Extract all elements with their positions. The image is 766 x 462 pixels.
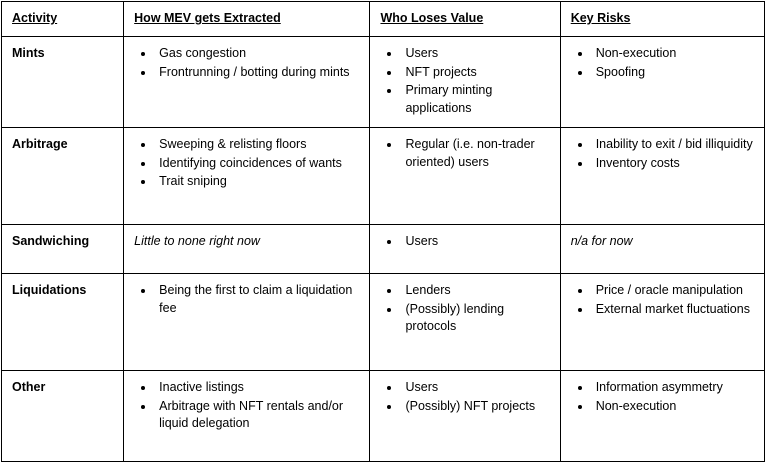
list-item: • Arbitrage with NFT rentals and/or liquid delegation (155, 398, 360, 434)
table-row (2, 273, 765, 370)
activity-label: Other (2, 370, 124, 461)
column-header-extraction-label: How MEV gets Extracted (134, 11, 281, 25)
list-item: • Lenders (401, 282, 550, 300)
bullet-list (134, 282, 360, 318)
table-header-row (2, 2, 765, 37)
list-item: • Being the first to claim a liquidation fee (155, 282, 360, 318)
mev-activity-table (1, 1, 765, 462)
risks-cell (560, 273, 764, 370)
column-header-losers (370, 2, 560, 37)
bullet-list (380, 379, 550, 416)
table-row (2, 370, 765, 461)
bullet-list (380, 282, 550, 336)
column-header-losers-label: Who Loses Value (380, 11, 484, 25)
list-item: • (Possibly) lending protocols (401, 301, 550, 337)
activity-label: Mints (2, 36, 124, 127)
table-row (2, 36, 765, 127)
bullet-list (380, 45, 550, 118)
table-row (2, 127, 765, 224)
extraction-cell (124, 127, 370, 224)
column-header-risks-label: Key Risks (570, 11, 631, 25)
bullet-list (380, 136, 550, 172)
bullet-list (571, 282, 755, 319)
losers-cell (370, 273, 560, 370)
column-header-risks (560, 2, 764, 37)
column-header-extraction (124, 2, 370, 37)
activity-label: Arbitrage (2, 127, 124, 224)
risks-cell (560, 36, 764, 127)
risks-cell (560, 224, 764, 273)
list-item: • Price / oracle manipulation (592, 282, 755, 300)
losers-cell (370, 127, 560, 224)
list-item: • Frontrunning / botting during mints (155, 64, 360, 82)
column-header-activity (2, 2, 124, 37)
table-row (2, 224, 765, 273)
losers-cell (370, 36, 560, 127)
list-item: • Information asymmetry (592, 379, 755, 397)
risks-cell (560, 127, 764, 224)
risks-cell (560, 370, 764, 461)
extraction-cell (124, 370, 370, 461)
list-item: • Users (401, 379, 550, 397)
column-header-activity-label: Activity (12, 11, 58, 25)
extraction-cell (124, 273, 370, 370)
bullet-list (134, 45, 360, 82)
list-item: • Sweeping & relisting floors (155, 136, 360, 154)
bullet-list (571, 45, 755, 82)
list-item: • Inventory costs (592, 155, 755, 173)
list-item: • Non-execution (592, 45, 755, 63)
bullet-list (571, 136, 755, 173)
list-item: • Gas congestion (155, 45, 360, 63)
list-item: • Spoofing (592, 64, 755, 82)
list-item: • Non-execution (592, 398, 755, 416)
list-item: • (Possibly) NFT projects (401, 398, 550, 416)
losers-cell (370, 370, 560, 461)
extraction-cell (124, 224, 370, 273)
list-item: • External market fluctuations (592, 301, 755, 319)
mev-table-container (0, 1, 766, 431)
losers-cell (370, 224, 560, 273)
extraction-cell (124, 36, 370, 127)
activity-label: Liquidations (2, 273, 124, 370)
bullet-list (134, 379, 360, 433)
risks-note: n/a for now (570, 233, 633, 248)
extraction-note: Little to none right now (134, 233, 260, 248)
activity-label: Sandwiching (2, 224, 124, 273)
bullet-list (571, 379, 755, 416)
list-item: • NFT projects (401, 64, 550, 82)
bullet-list (380, 233, 550, 251)
list-item: • Identifying coincidences of wants (155, 155, 360, 173)
list-item: • Users (401, 233, 550, 251)
list-item: • Primary minting applications (401, 82, 550, 118)
list-item: • Inactive listings (155, 379, 360, 397)
list-item: • Inability to exit / bid illiquidity (592, 136, 755, 154)
list-item: • Trait sniping (155, 173, 360, 191)
list-item: • Regular (i.e. non-trader oriented) users (401, 136, 550, 172)
bullet-list (134, 136, 360, 191)
list-item: • Users (401, 45, 550, 63)
